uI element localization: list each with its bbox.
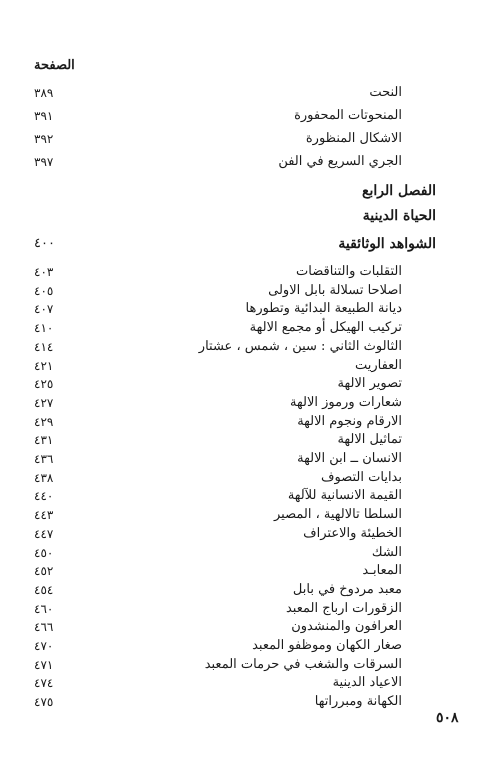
toc-entry-page: ٤٧٠ bbox=[34, 639, 54, 653]
toc-entry-page: ٤١٠ bbox=[34, 321, 54, 336]
toc-entry-page: ٣٩٢ bbox=[34, 132, 54, 146]
toc-entry-page: ٣٨٩ bbox=[34, 86, 54, 100]
toc-entry-page: ٤٢٧ bbox=[34, 395, 54, 410]
toc-entry-title: الانسان ــ ابن الالهة bbox=[297, 451, 402, 466]
toc-entry-page: ٣٩٧ bbox=[34, 155, 54, 169]
toc-entry-title: شعارات ورموز الالهة bbox=[290, 394, 402, 410]
toc-entry-page: ٤٠٣ bbox=[34, 265, 54, 279]
toc-entry-title: الارقام ونجوم الالهة bbox=[297, 413, 402, 429]
toc-entry-page: ٤٥٢ bbox=[34, 564, 54, 579]
chapter-title: الحياة الدينية bbox=[362, 208, 436, 224]
toc-entry-row bbox=[0, 128, 500, 150]
toc-entry-title: النحت bbox=[369, 85, 402, 100]
toc-entry-page: ٤٦٦ bbox=[34, 620, 54, 635]
toc-entry-title: الاعياد الدينية bbox=[332, 675, 402, 691]
toc-entry-title: التقلبات والتناقضات bbox=[296, 264, 402, 279]
toc-entry-row bbox=[0, 105, 500, 127]
toc-entry-row bbox=[0, 151, 500, 173]
toc-entry-title: الثالوث الثاني : سين ، شمس ، عشتار bbox=[198, 338, 402, 354]
toc-entry-title: المنحوتات المحفورة bbox=[294, 108, 402, 123]
page-column-header: الصفحة bbox=[34, 58, 75, 73]
toc-entry-row bbox=[0, 82, 500, 104]
toc-entry-page: ٤٢١ bbox=[34, 358, 54, 373]
toc-entry-title: السلطا تالالهية ، المصير bbox=[274, 507, 402, 523]
toc-entry-page: ٤٤٠ bbox=[34, 489, 54, 504]
toc-entry-page: ٣٩١ bbox=[34, 109, 54, 123]
toc-entry-title: الشك bbox=[371, 544, 402, 560]
toc-entry-title: السرقات والشغب في حرمات المعبد bbox=[204, 656, 402, 672]
toc-entry-title: الجري السريع في الفن bbox=[278, 154, 402, 169]
chapter-label: الفصل الرابع bbox=[362, 183, 436, 199]
section-row bbox=[0, 233, 500, 255]
toc-entry-page: ٤٥٤ bbox=[34, 582, 54, 597]
page-number: ٥٠٨ bbox=[436, 710, 459, 726]
toc-entry-page: ٤٠٧ bbox=[34, 302, 54, 317]
toc-entry-title: المعابـد bbox=[362, 563, 402, 579]
toc-entry-page: ٤٧٤ bbox=[34, 676, 54, 691]
toc-entry-page: ٤٢٩ bbox=[34, 414, 54, 429]
toc-entry-page: ٤٧٥ bbox=[34, 695, 54, 710]
toc-entry-title: العرافون والمنشدون bbox=[291, 619, 402, 635]
toc-entry-page: ٤١٤ bbox=[34, 339, 54, 354]
toc-entry-title: الكهانة ومبرراتها bbox=[314, 694, 402, 710]
toc-entry-page: ٤٣٨ bbox=[34, 470, 54, 485]
section-title: الشواهد الوثائقية bbox=[338, 236, 436, 252]
toc-entry-title: بدايات التصوف bbox=[321, 469, 402, 485]
toc-entry-title: تصوير الالهة bbox=[337, 376, 402, 392]
toc-entry-row bbox=[0, 691, 500, 713]
toc-entry-title: معبد مردوخ في بابل bbox=[292, 581, 402, 597]
toc-entry-title: اصلاحا تسلالة بابل الاولى bbox=[268, 282, 402, 298]
toc-entry-page: ٤٠٥ bbox=[34, 283, 54, 298]
toc-entry-title: الاشكال المنظورة bbox=[305, 131, 402, 146]
toc-entry-title: تركيب الهيكل أو مجمع الالهة bbox=[249, 320, 402, 336]
toc-entry-title: العفاريت bbox=[354, 357, 402, 373]
toc-entry-title: الزقورات ارباج المعبد bbox=[285, 600, 402, 616]
toc-entry-page: ٤٥٠ bbox=[34, 545, 54, 560]
toc-entry-page: ٤٢٥ bbox=[34, 377, 54, 392]
toc-entry-page: ٤٤٧ bbox=[34, 526, 54, 541]
toc-entry-page: ٤٣١ bbox=[34, 433, 54, 448]
toc-entry-title: ديانة الطبيعة البدائية وتطورها bbox=[245, 301, 402, 317]
toc-entry-title: صغار الكهان وموظفو المعبد bbox=[252, 638, 402, 653]
toc-entry-page: ٤٦٠ bbox=[34, 601, 54, 616]
toc-entry-page: ٤٤٣ bbox=[34, 508, 54, 523]
section-page: ٤٠٠ bbox=[34, 236, 55, 251]
toc-entry-title: تماثيل الالهة bbox=[337, 432, 402, 448]
toc-entry-title: الخطيئة والاعتراف bbox=[303, 525, 402, 541]
toc-entry-page: ٤٣٦ bbox=[34, 452, 54, 466]
toc-entry-title: القيمة الانسانية للآلهة bbox=[287, 488, 402, 504]
toc-entry-page: ٤٧١ bbox=[34, 657, 54, 672]
